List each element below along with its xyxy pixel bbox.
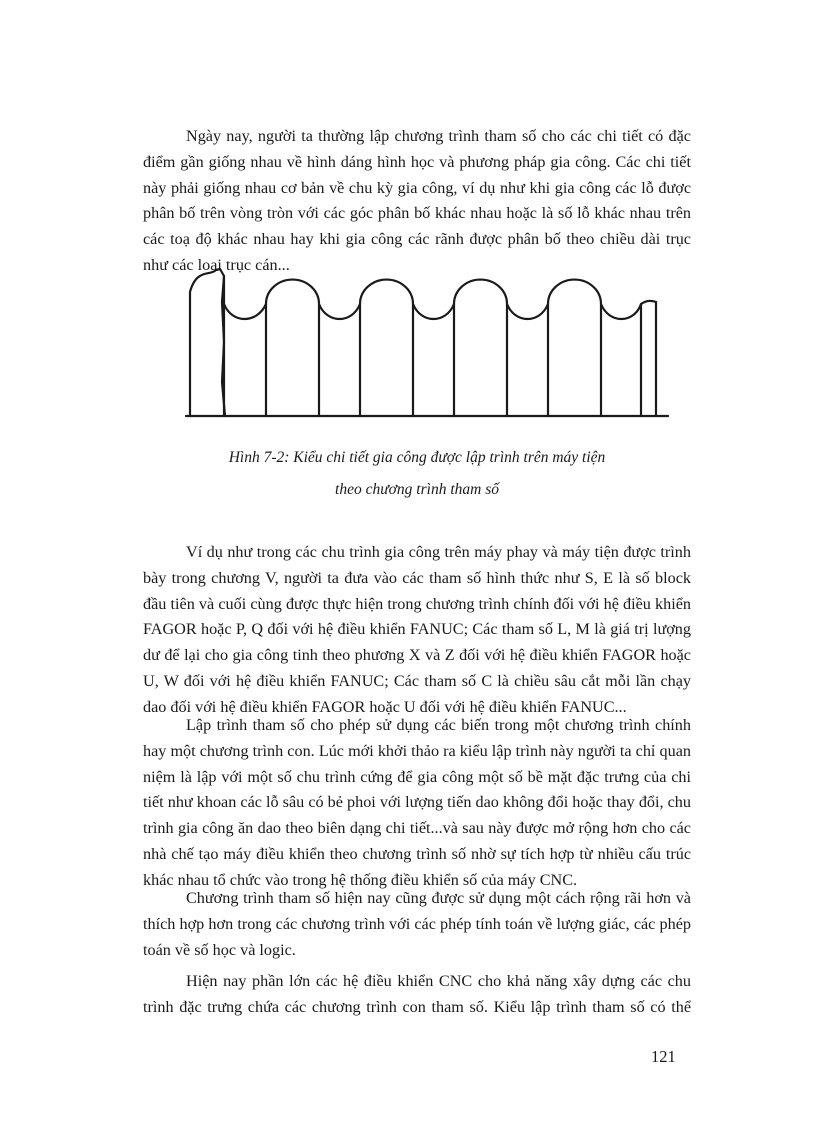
text-line: thích hợp hơn trong các chương trình với các phép tính toán về lượng giác, các phép bbox=[143, 914, 691, 933]
figure-caption-line-1: Hình 7-2: Kiểu chi tiết gia công được lập trình trên máy tiện bbox=[228, 449, 606, 466]
text-line: đầu tiên và cuối cùng được thực hiện trong chương trình chính đối với hệ điều khiển bbox=[143, 594, 691, 613]
text-line: phân bố trên vòng tròn với các góc phân bố khác nhau hoặc là số lỗ khác nhau trên bbox=[143, 204, 691, 223]
text-line: Ví dụ như trong các chu trình gia công trên máy phay và máy tiện được trình bbox=[186, 543, 691, 561]
text-line: Ngày nay, người ta thường lập chương trình tham số cho các chi tiết có đặc bbox=[186, 127, 691, 145]
machined-part-profile-drawing bbox=[182, 262, 672, 430]
text-line: Hiện nay phần lớn các hệ điều khiển CNC cho khả năng xây dựng các chu bbox=[186, 972, 691, 990]
text-line: này phải giống nhau cơ bản về chu kỳ gia công, ví dụ như khi gia công các lỗ được bbox=[143, 178, 691, 197]
figure-caption-line-2: theo chương trình tham số bbox=[335, 481, 499, 498]
text-line: niệm là lập với một số chu trình cứng để gia công một số bề mặt đặc trưng của chi bbox=[143, 767, 691, 786]
text-line: nhà chế tạo máy điều khiển theo chương trình số nhờ sự tích hợp từ nhiều cấu trúc bbox=[143, 844, 691, 863]
text-line: Chương trình tham số hiện nay cũng được sử dụng một cách rộng rãi hơn và bbox=[186, 889, 691, 907]
text-line: trình đặc trưng chứa các chương trình con tham số. Kiểu lập trình tham số có thể bbox=[143, 997, 691, 1016]
text-line: dao đối với hệ điều khiển FAGOR hoặc U đối với hệ điều khiển FANUC... bbox=[143, 697, 627, 716]
text-line: như các loại trục cán... bbox=[143, 255, 290, 274]
text-line: trình gia công ăn dao theo biên dạng chi tiết...và sau này được mở rộng hơn cho các bbox=[143, 819, 691, 838]
break-edge-left bbox=[190, 269, 225, 416]
text-line: khác nhau tổ chức vào trong hệ thống điều khiển số của máy CNC. bbox=[143, 870, 578, 889]
paragraph-example bbox=[143, 540, 691, 721]
text-line: các toạ độ khác nhau hay khi gia công các rãnh được phân bố theo chiều dài trục bbox=[143, 230, 691, 249]
text-line: U, W đối với hệ điều khiển FANUC; Các tham số C là chiều sâu cắt mỗi lần chạy bbox=[143, 671, 691, 690]
grooved-profile bbox=[224, 276, 656, 319]
text-line: điểm gần giống nhau về hình dáng hình học và phương pháp gia công. Các chi tiết bbox=[143, 152, 691, 171]
paragraph-intro bbox=[143, 124, 691, 279]
text-line: hay một chương trình con. Lúc mới khởi thảo ra kiểu lập trình này người ta chỉ quan bbox=[143, 741, 691, 760]
text-line: bày trong chương V, người ta đưa vào các tham số hình thức như S, E là số block bbox=[143, 568, 691, 587]
paragraph-parametric-programming bbox=[143, 713, 691, 894]
text-line: toán về số học và logic. bbox=[143, 940, 296, 959]
text-line: dư để lại cho gia công tinh theo phương X và Z đối với hệ điều khiển FAGOR hoặc bbox=[143, 646, 691, 665]
paragraph-current-usage bbox=[143, 886, 691, 963]
page-number: 121 bbox=[651, 1047, 676, 1066]
paragraph-cnc-systems bbox=[143, 969, 691, 1021]
text-line: FAGOR hoặc P, Q đối với hệ điều khiển FANUC; Các tham số L, M là giá trị lượng bbox=[143, 620, 691, 639]
figure-machined-part bbox=[182, 262, 672, 430]
text-line: Lập trình tham số cho phép sử dụng các biến trong một chương trình chính bbox=[186, 716, 691, 734]
text-line: tiết như khoan các lỗ sâu có bẻ phoi với lượng tiến dao không đổi hoặc thay đổi, chu bbox=[143, 793, 691, 812]
